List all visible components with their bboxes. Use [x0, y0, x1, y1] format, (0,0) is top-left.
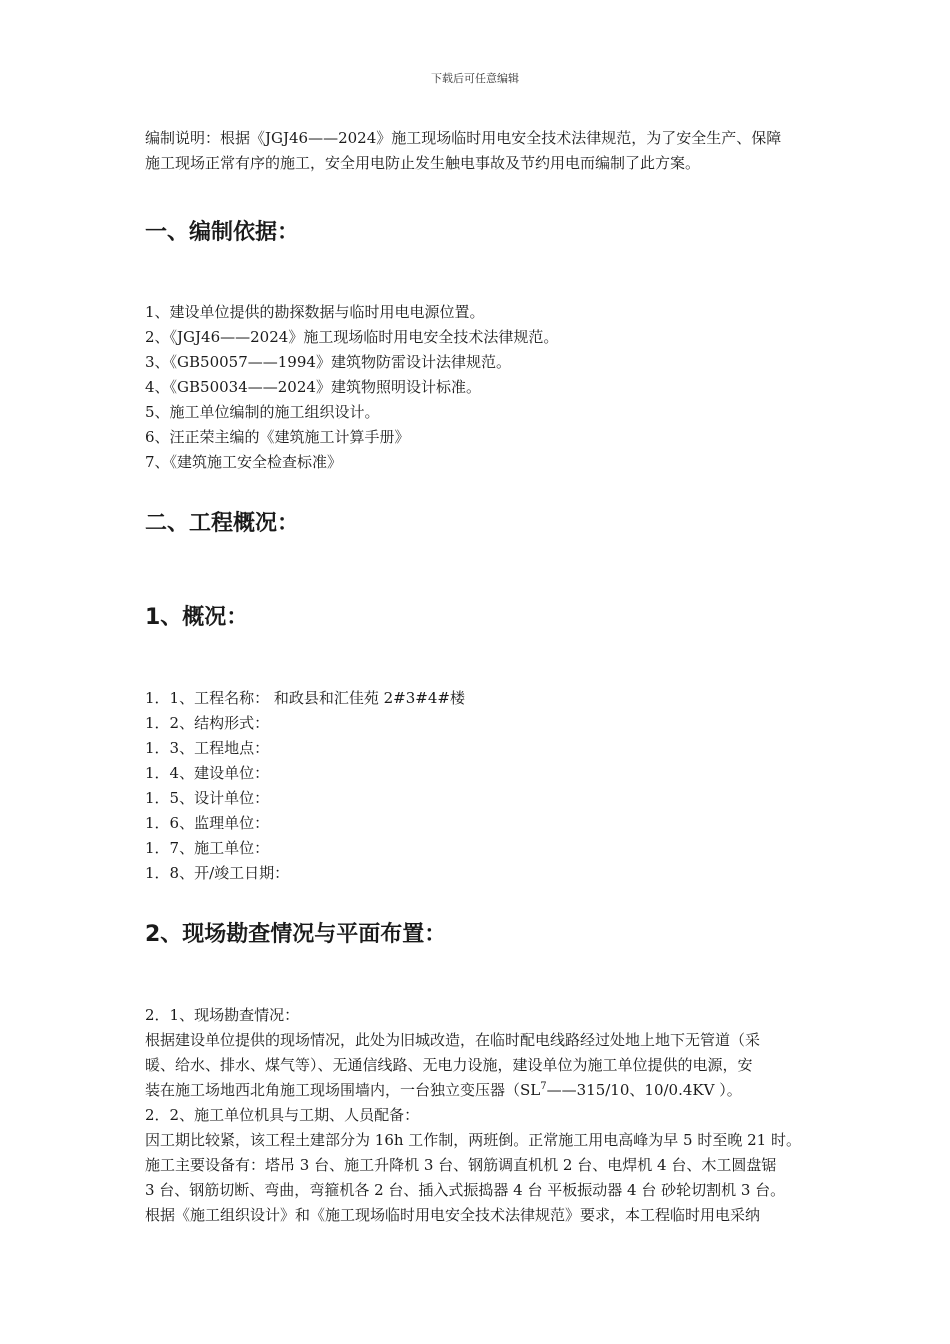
transformer-superscript: 7: [540, 1081, 547, 1092]
list-item: 2、《JGJ46——2024》施工现场临时用电安全技术法律规范。: [145, 328, 559, 346]
list-item: 7、《建筑施工安全检查标准》: [145, 453, 343, 471]
subsection-heading-site-survey: 2、现场勘查情况与平面布置：: [145, 922, 447, 947]
list-item: 4、《GB50034——2024》建筑物照明设计标准。: [145, 378, 481, 396]
list-item: 1．1、工程名称： 和政县和汇佳苑 2#3#4#楼: [145, 689, 465, 707]
document-body: [145, 126, 825, 1228]
site-survey-block: [145, 1003, 825, 1228]
body-line: [145, 1078, 825, 1103]
list-item: 1．5、设计单位：: [145, 789, 270, 807]
body-line: 根据《施工组织设计》和《施工现场临时用电安全技术法律规范》要求，本工程临时用电采纳: [145, 1206, 761, 1224]
list-item: 1、建设单位提供的勘探数据与临时用电电源位置。: [145, 303, 485, 321]
body-line: 3 台、钢筋切断、弯曲，弯箍机各 2 台、插入式振捣器 4 台 平板振动器 4 台 砂轮切割机 3 台。: [145, 1181, 786, 1199]
list-item: 3、《GB50057——1994》建筑物防雷设计法律规范。: [145, 353, 511, 371]
overview-list: [145, 686, 825, 886]
list-item: 1．8、开/竣工日期：: [145, 864, 290, 882]
body-line: 施工主要设备有：塔吊 3 台、施工升降机 3 台、钢筋调直机机 2 台、电焊机 4 台、木工圆盘锯: [145, 1156, 777, 1174]
body-line: 因工期比较紧，该工程土建部分为 16h 工作制，两班倒。正常施工用电高峰为早 5 时至晚 21 时。: [145, 1131, 801, 1149]
transformer-text: 装在施工场地西北角施工现场围墙内，一台独立变压器（SL: [145, 1081, 541, 1099]
list-item: 1．7、施工单位：: [145, 839, 270, 857]
list-item: 1．3、工程地点：: [145, 739, 270, 757]
transformer-text: ——315/10、10/0.4KV ）。: [546, 1081, 742, 1099]
list-item: 1．4、建设单位：: [145, 764, 270, 782]
list-item: 1．6、监理单位：: [145, 814, 270, 832]
item-title: 2．2、施工单位机具与工期、人员配备：: [145, 1106, 420, 1124]
list-item: 5、施工单位编制的施工组织设计。: [145, 403, 380, 421]
item-title: 2．1、现场勘查情况：: [145, 1006, 300, 1024]
body-line: 根据建设单位提供的现场情况，此处为旧城改造，在临时配电线路经过处地上地下无管道（采: [145, 1031, 761, 1049]
section-heading-basis: 一、编制依据：: [145, 220, 300, 245]
list-item: 6、汪正荣主编的《建筑施工计算手册》: [145, 428, 410, 446]
body-line: 暖、给水、排水、煤气等）、无通信线路、无电力设施，建设单位为施工单位提供的电源，安: [145, 1056, 753, 1074]
subsection-heading-overview: 1、概况：: [145, 605, 249, 630]
list-item: 1．2、结构形式：: [145, 714, 270, 732]
header-note: 下载后可任意编辑: [431, 72, 519, 85]
intro-line: 编制说明：根据《JGJ46——2024》施工现场临时用电安全技术法律规范，为了安全生产、保障: [145, 129, 782, 147]
intro-line: 施工现场正常有序的施工，安全用电防止发生触电事故及节约用电而编制了此方案。: [145, 154, 701, 172]
section-heading-overview: 二、工程概况：: [145, 511, 300, 536]
basis-list: [145, 300, 825, 475]
